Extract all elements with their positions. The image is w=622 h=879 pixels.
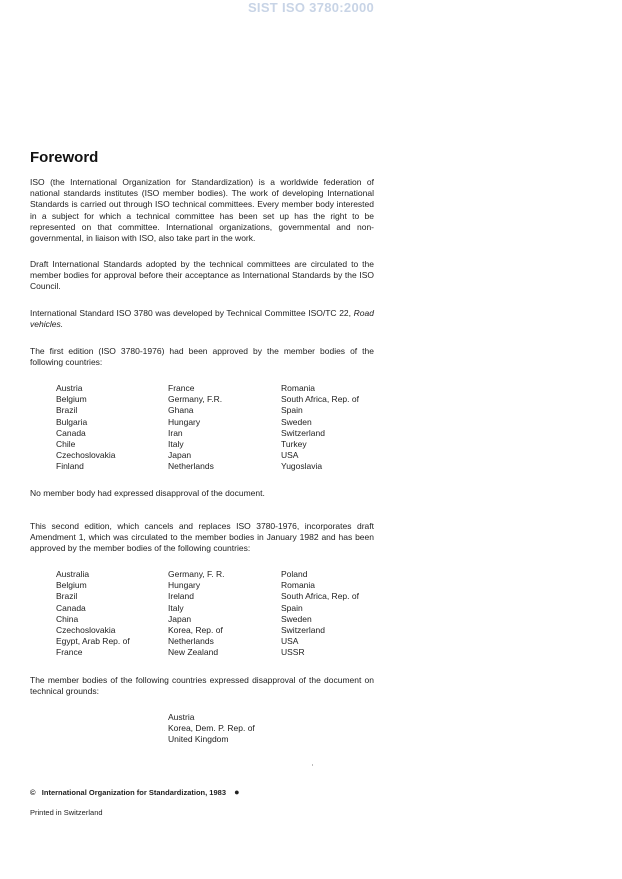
country-name: Canada	[56, 602, 86, 613]
country-column-1	[56, 383, 116, 473]
country-name: Italy	[168, 602, 184, 613]
country-name: Japan	[168, 450, 192, 461]
country-name: Ghana	[168, 405, 194, 416]
country-name: Italy	[168, 438, 184, 449]
country-name: Romania	[281, 383, 316, 393]
country-name: China	[56, 613, 79, 624]
country-name: Finland	[56, 461, 84, 472]
country-name: Japan	[168, 613, 192, 624]
country-name: Austria	[56, 383, 83, 393]
country-name: Australia	[56, 569, 90, 579]
country-name: Spain	[281, 602, 303, 613]
watermark: SIST ISO 3780:2000	[247, 0, 375, 15]
country-column-3	[281, 569, 359, 659]
printed-in: Printed in Switzerland	[30, 808, 103, 817]
country-column-2	[168, 569, 225, 659]
country-name: Sweden	[281, 613, 312, 624]
bullet-icon: ●	[234, 787, 240, 797]
paragraph-intro: ISO (the International Organization for Standardization) is a worldwide federation of national standards institutes (ISO member bodies). The work of developing International Standards is carried out through ISO technical committees. Every member body interested in a subject for which a technical committee has been set up has the right to be represented on that committee. International organizations, governmental and non-governmental, in liaison with ISO, also take part in the work.	[30, 177, 374, 244]
country-name: Netherlands	[168, 636, 214, 647]
paragraph-first-edition: The first edition (ISO 3780-1976) had been approved by the member bodies of the following countries:	[30, 346, 374, 368]
country-name: Germany, F. R.	[168, 569, 225, 579]
country-name: Bulgaria	[56, 416, 88, 427]
country-name: Hungary	[168, 580, 201, 591]
country-name: Netherlands	[168, 461, 214, 472]
country-name: Brazil	[56, 591, 78, 602]
country-name: Spain	[281, 405, 303, 416]
country-name: Czechoslovakia	[56, 450, 116, 461]
country-name: Sweden	[281, 416, 312, 427]
country-name: Czechoslovakia	[56, 624, 116, 635]
country-name: Chile	[56, 438, 76, 449]
country-name: Switzerland	[281, 624, 325, 635]
country-name: South Africa, Rep. of	[281, 591, 359, 602]
copyright-text: International Organization for Standardization, 1983	[41, 788, 226, 797]
paragraph-second-edition: This second edition, which cancels and replaces ISO 3780-1976, incorporates draft Amendment 1, which was circulated to the member bodies in January 1982 and has been approved by the member bodies of the following countries:	[30, 521, 374, 554]
country-name: USA	[281, 450, 299, 461]
scan-mark	[312, 764, 313, 766]
country-column-1	[56, 569, 130, 659]
country-name: South Africa, Rep. of	[281, 394, 359, 405]
paragraph-development	[30, 308, 374, 330]
country-name: Switzerland	[281, 427, 325, 438]
country-name: Korea, Dem. P. Rep. of	[168, 723, 255, 734]
country-name: Egypt, Arab Rep. of	[56, 636, 130, 647]
country-name: Iran	[168, 427, 183, 438]
country-name: Korea, Rep. of	[168, 624, 223, 635]
country-name: Hungary	[168, 416, 201, 427]
committee-name: Road vehicles.	[30, 308, 374, 330]
country-name: Austria	[168, 712, 195, 722]
country-name: Ireland	[168, 591, 194, 602]
country-name: Belgium	[56, 394, 87, 405]
country-name: Poland	[281, 569, 308, 579]
country-name: Yugoslavia	[281, 461, 323, 472]
development-text: International Standard ISO 3780 was developed by Technical Committee ISO/TC 22,	[30, 308, 352, 318]
country-name: France	[168, 383, 195, 393]
country-name: United Kingdom	[168, 734, 229, 745]
page-title: Foreword	[30, 149, 99, 166]
paragraph-no-disapproval: No member body had expressed disapproval of the document.	[30, 488, 265, 498]
country-name: New Zealand	[168, 647, 219, 658]
country-name: Germany, F.R.	[168, 394, 223, 405]
country-name: Turkey	[281, 438, 307, 449]
country-name: Belgium	[56, 580, 87, 591]
paragraph-disapproval: The member bodies of the following countries expressed disapproval of the document on technical grounds:	[30, 675, 374, 697]
country-name: USSR	[281, 647, 305, 658]
copyright-icon: ©	[30, 788, 36, 797]
copyright-line	[30, 787, 240, 797]
country-list-disapproval	[168, 712, 255, 746]
paragraph-drafts: Draft International Standards adopted by the technical committees are circulated to the member bodies for approval before their acceptance as International Standards by the ISO Council.	[30, 259, 374, 292]
country-column-3	[281, 383, 359, 473]
country-name: Brazil	[56, 405, 78, 416]
country-name: France	[56, 647, 83, 658]
country-name: Canada	[56, 427, 86, 438]
country-column-2	[168, 383, 222, 473]
country-name: Romania	[281, 580, 316, 591]
country-name: USA	[281, 636, 299, 647]
